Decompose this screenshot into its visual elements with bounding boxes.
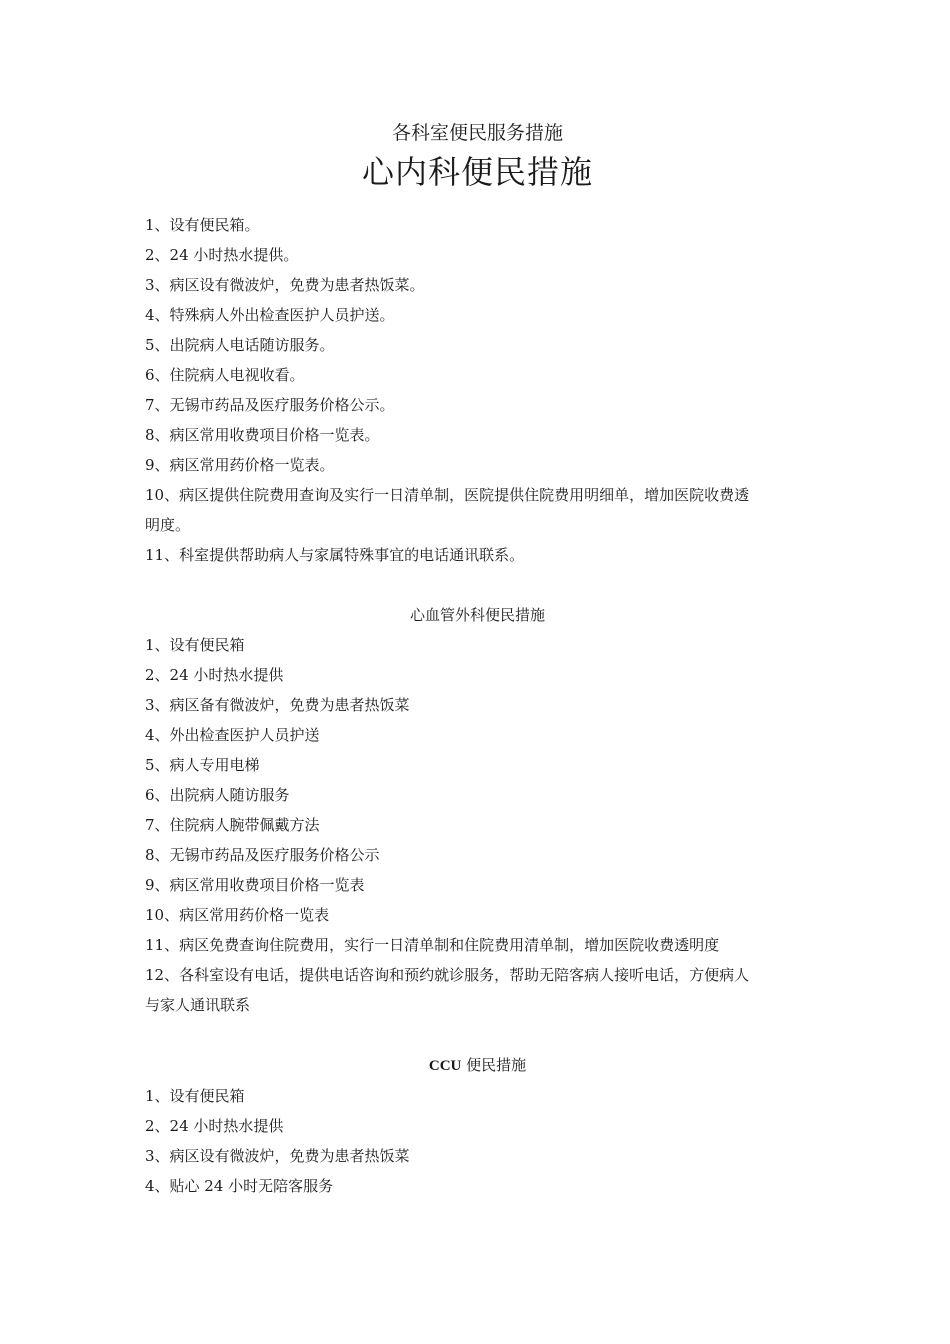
list-item: 12、各科室设有电话，提供电话咨询和预约就诊服务，帮助无陪客病人接听电话，方便病人 [145, 966, 750, 984]
list-item: 4、特殊病人外出检查医护人员护送。 [145, 306, 395, 324]
list-item: 5、出院病人电话随访服务。 [145, 336, 335, 354]
section-title [145, 1050, 810, 1081]
list-item: 1、设有便民箱 [145, 1087, 245, 1105]
list-item: 11、科室提供帮助病人与家属特殊事宜的电话通讯联系。 [145, 546, 525, 564]
list-item: 8、无锡市药品及医疗服务价格公示 [145, 846, 380, 864]
list-item: 7、住院病人腕带佩戴方法 [145, 816, 320, 834]
list-item: 1、设有便民箱。 [145, 216, 260, 234]
list-item: 7、无锡市药品及医疗服务价格公示。 [145, 396, 395, 414]
list-item: 2、24 小时热水提供 [145, 1117, 284, 1135]
list-item: 1、设有便民箱 [145, 636, 245, 654]
list-item: 2、24 小时热水提供 [145, 666, 284, 684]
list-item: 8、病区常用收费项目价格一览表。 [145, 426, 380, 444]
list-item: 3、病区设有微波炉，免费为患者热饭菜 [145, 1147, 410, 1165]
list-item: 2、24 小时热水提供。 [145, 246, 299, 264]
section-ccu [145, 1050, 810, 1201]
document-title: 各科室便民服务措施 [391, 122, 563, 144]
list-item: 4、贴心 24 小时无陪客服务 [145, 1177, 334, 1195]
section-gap [145, 1020, 810, 1050]
list-item: 5、病人专用电梯 [145, 756, 260, 774]
list-item: 明度。 [145, 516, 191, 534]
section-gap [145, 570, 810, 600]
list-item: 9、病区常用药价格一览表。 [145, 456, 335, 474]
list-item: 3、病区设有微波炉，免费为患者热饭菜。 [145, 276, 425, 294]
list-item: 11、病区免费查询住院费用，实行一日清单制和住院费用清单制，增加医院收费透明度 [145, 936, 720, 954]
section-title: 心血管外科便民措施 [409, 606, 545, 624]
document-page [145, 118, 810, 1201]
list-item: 9、病区常用收费项目价格一览表 [145, 876, 365, 894]
list-item: 4、外出检查医护人员护送 [145, 726, 320, 744]
section-cardiac-surgery [145, 600, 810, 1020]
section-title-rest: 便民措施 [461, 1056, 527, 1074]
list-item: 6、出院病人随访服务 [145, 786, 290, 804]
list-item: 3、病区备有微波炉，免费为患者热饭菜 [145, 696, 410, 714]
list-item: 10、病区常用药价格一览表 [145, 906, 330, 924]
main-title: 心内科便民措施 [361, 153, 593, 191]
section-title-ccu: CCU [428, 1058, 462, 1074]
list-item: 10、病区提供住院费用查询及实行一日清单制，医院提供住院费用明细单，增加医院收费透 [145, 486, 750, 504]
list-item: 与家人通讯联系 [145, 996, 251, 1014]
list-item: 6、住院病人电视收看。 [145, 366, 305, 384]
section-cardiology [145, 210, 810, 570]
